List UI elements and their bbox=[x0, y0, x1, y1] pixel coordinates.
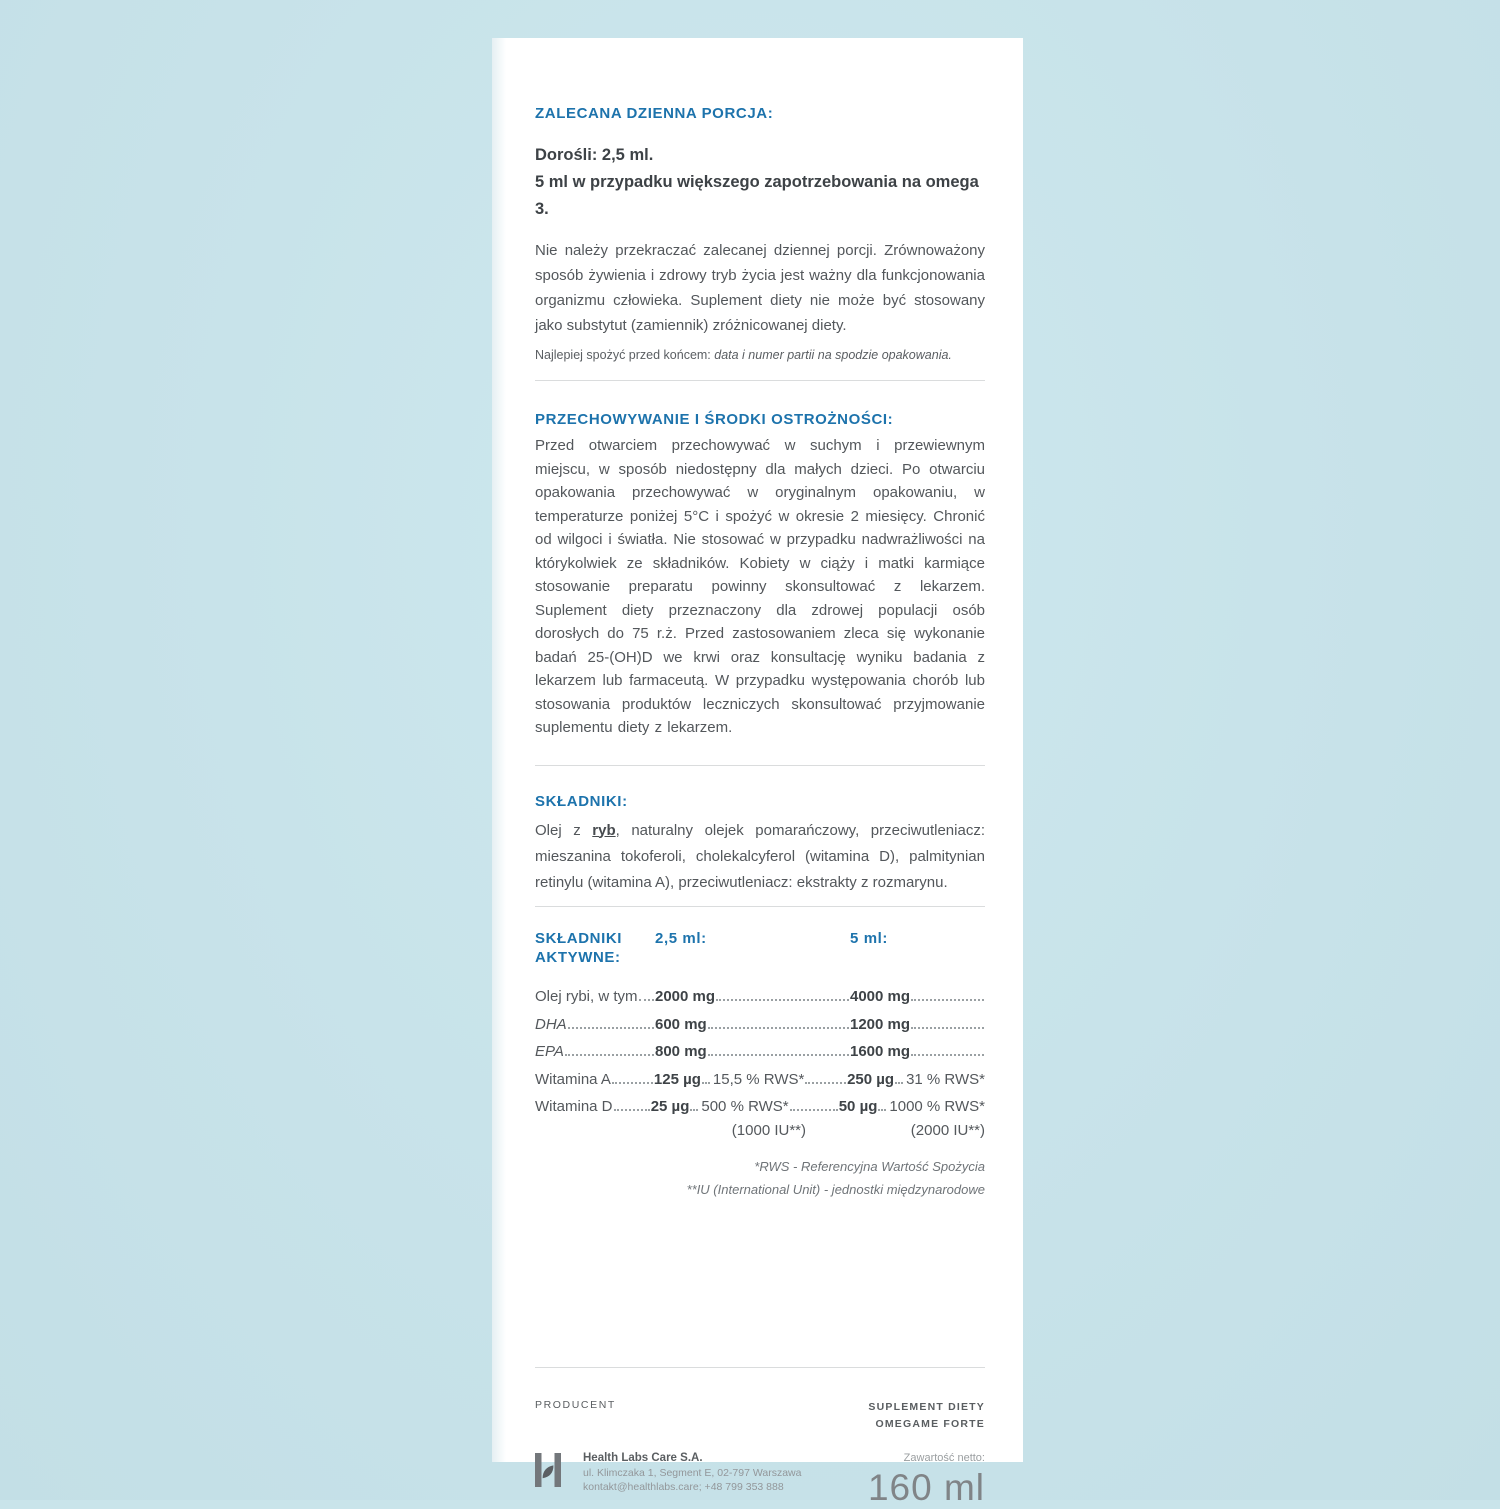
producer-info bbox=[583, 1451, 801, 1494]
column-header-5ml: 5 ml: bbox=[850, 929, 889, 947]
dotted-leader bbox=[568, 1027, 654, 1029]
rws-5ml: 31 % RWS* bbox=[906, 1070, 985, 1088]
dotted-leader bbox=[639, 999, 654, 1001]
section-divider bbox=[535, 1367, 985, 1368]
iu-5ml: (2000 IU**) bbox=[910, 1122, 985, 1139]
ingredients-heading: SKŁADNIKI: bbox=[535, 792, 628, 810]
allergen-fish: ryb bbox=[592, 821, 616, 839]
producer-label: PRODUCENT bbox=[535, 1399, 616, 1411]
active-heading-line2: AKTYWNE: bbox=[535, 948, 621, 966]
table-footnotes bbox=[535, 1155, 985, 1201]
value-2-5ml: 600 mg bbox=[655, 1015, 707, 1033]
value-2-5ml: 125 µg bbox=[653, 1070, 701, 1088]
company-address: ul. Klimczaka 1, Segment E, 02-797 Warszawa bbox=[583, 1467, 802, 1479]
table-row-fish-oil bbox=[535, 978, 985, 1006]
nutrient-name: Witamina A bbox=[535, 1070, 611, 1088]
dotted-leader bbox=[911, 999, 984, 1001]
footnote-rws: *RWS - Referencyjna Wartość Spożycia bbox=[754, 1159, 985, 1174]
section-divider bbox=[535, 906, 985, 907]
table-row-dha bbox=[535, 1005, 985, 1033]
value-5ml: 4000 mg bbox=[850, 988, 911, 1005]
table-row-vitamin-a bbox=[535, 1060, 985, 1088]
dose-increased: 5 ml w przypadku większego zapotrzebowania na omega 3. bbox=[535, 173, 979, 218]
best-before-value: data i numer partii na spodzie opakowania. bbox=[714, 348, 952, 362]
net-content-label: Zawartość netto: bbox=[903, 1452, 985, 1464]
dotted-leader bbox=[565, 1054, 654, 1056]
best-before-note bbox=[535, 347, 985, 364]
storage-heading: PRZECHOWYWANIE I ŚRODKI OSTROŻNOŚCI: bbox=[535, 411, 894, 428]
supplement-line2: OMEGAME FORTE bbox=[875, 1418, 985, 1430]
dotted-leader bbox=[716, 999, 849, 1001]
nutrient-name: EPA bbox=[535, 1043, 564, 1060]
nutrient-name: DHA bbox=[535, 1015, 567, 1033]
active-table-body bbox=[535, 978, 985, 1140]
rws-2-5ml: 500 % RWS* bbox=[701, 1098, 789, 1115]
dotted-leader bbox=[911, 1027, 984, 1029]
dotted-leader bbox=[702, 1082, 710, 1084]
active-heading-line1: SKŁADNIKI bbox=[535, 929, 623, 947]
footer-section bbox=[535, 1399, 985, 1509]
label-panel bbox=[492, 38, 1023, 1508]
dotted-leader bbox=[612, 1082, 653, 1084]
nutrient-name: Witamina D bbox=[535, 1098, 613, 1115]
section-divider bbox=[535, 380, 985, 381]
active-table-header bbox=[535, 929, 985, 967]
dotted-leader bbox=[614, 1109, 650, 1111]
ingredients-prefix: Olej z bbox=[535, 821, 593, 839]
nutrient-name: Olej rybi, w tym bbox=[535, 988, 638, 1005]
storage-section bbox=[535, 410, 985, 740]
dotted-leader bbox=[805, 1082, 846, 1084]
section-divider bbox=[535, 765, 985, 766]
serving-warning: Nie należy przekraczać zalecanej dziennej porcji. Zrównoważony sposób żywienia i zdrowy tryb życia jest ważny dla funkcjonowania organizmu człowieka. Suplement diety nie może być stosowany jako substytut (zamiennik) zróżnicowanej diety. bbox=[535, 242, 985, 334]
net-content-value: 160 ml bbox=[867, 1467, 985, 1508]
value-2-5ml: 2000 mg bbox=[655, 988, 716, 1005]
dose-lines bbox=[535, 142, 985, 223]
footnote-iu: **IU (International Unit) - jednostki międzynarodowe bbox=[686, 1182, 985, 1197]
company-contact: kontakt@healthlabs.care; +48 799 353 888 bbox=[583, 1481, 784, 1493]
ingredients-suffix: , naturalny olejek pomarańczowy, przeciwutleniacz: mieszanina tokoferoli, cholekalcyferol (witamina D), palmitynian retinylu (witamina A), przeciwutleniacz: ekstrakty z rozmarynu. bbox=[535, 821, 985, 891]
healthlabs-logo-icon bbox=[535, 1453, 561, 1492]
rws-5ml: 1000 % RWS* bbox=[889, 1098, 985, 1115]
dotted-leader bbox=[895, 1082, 903, 1084]
company-name: Health Labs Care S.A. bbox=[583, 1452, 703, 1464]
supplement-name bbox=[868, 1399, 985, 1433]
dose-adults: Dorośli: 2,5 ml. bbox=[535, 146, 654, 164]
supplement-line1: SUPLEMENT DIETY bbox=[868, 1401, 985, 1413]
value-5ml: 50 µg bbox=[838, 1098, 878, 1115]
best-before-label: Najlepiej spożyć przed końcem: bbox=[535, 348, 715, 362]
dotted-leader bbox=[790, 1109, 838, 1111]
table-row-vitamin-d bbox=[535, 1088, 985, 1116]
dotted-leader bbox=[690, 1109, 698, 1111]
active-heading bbox=[535, 929, 655, 967]
column-header-2-5ml: 2,5 ml: bbox=[655, 929, 707, 947]
iu-2-5ml: (1000 IU**) bbox=[731, 1122, 806, 1139]
dotted-leader bbox=[911, 1054, 984, 1056]
dotted-leader bbox=[878, 1109, 886, 1111]
value-5ml: 250 µg bbox=[847, 1070, 895, 1088]
active-ingredients-section bbox=[535, 929, 985, 1202]
storage-text: Przed otwarciem przechowywać w suchym i przewiewnym miejscu, w sposób niedostępny dla małych dzieci. Po otwarciu opakowania przechowywać w oryginalnym opakowaniu, w temperaturze poniżej 5°C i spożyć w okresie 2 miesięcy. Chronić od wilgoci i światła. Nie stosować w przypadku nadwrażliwości na którykolwiek ze składników. Kobiety w ciąży i matki karmiące stosowanie preparatu powinny skonsultować z lekarzem. Suplement diety przeznaczony dla zdrowej populacji osób dorosłych do 75 r.ż. Przed zastosowaniem zleca się wykonanie badań 25-(OH)D we krwi oraz konsultację wyniku badania z lekarzem lub farmaceutą. W przypadku występowania chorób lub stosowania produktów leczniczych skonsultować przyjmowanie suplementu diety z lekarzem. bbox=[535, 437, 985, 736]
value-5ml: 1200 mg bbox=[850, 1015, 911, 1033]
value-2-5ml: 25 µg bbox=[650, 1098, 690, 1115]
net-content-block bbox=[868, 1451, 985, 1509]
table-row-iu bbox=[535, 1115, 985, 1139]
table-row-epa bbox=[535, 1033, 985, 1061]
dotted-leader bbox=[708, 1027, 849, 1029]
ingredients-text bbox=[535, 818, 985, 896]
value-2-5ml: 800 mg bbox=[655, 1043, 707, 1060]
ingredients-section bbox=[535, 792, 985, 896]
serving-heading: ZALECANA DZIENNA PORCJA: bbox=[535, 105, 774, 122]
rws-2-5ml: 15,5 % RWS* bbox=[712, 1070, 805, 1088]
producer-block bbox=[535, 1451, 801, 1494]
dotted-leader bbox=[708, 1054, 849, 1056]
value-5ml: 1600 mg bbox=[850, 1043, 911, 1060]
serving-section bbox=[535, 104, 985, 364]
